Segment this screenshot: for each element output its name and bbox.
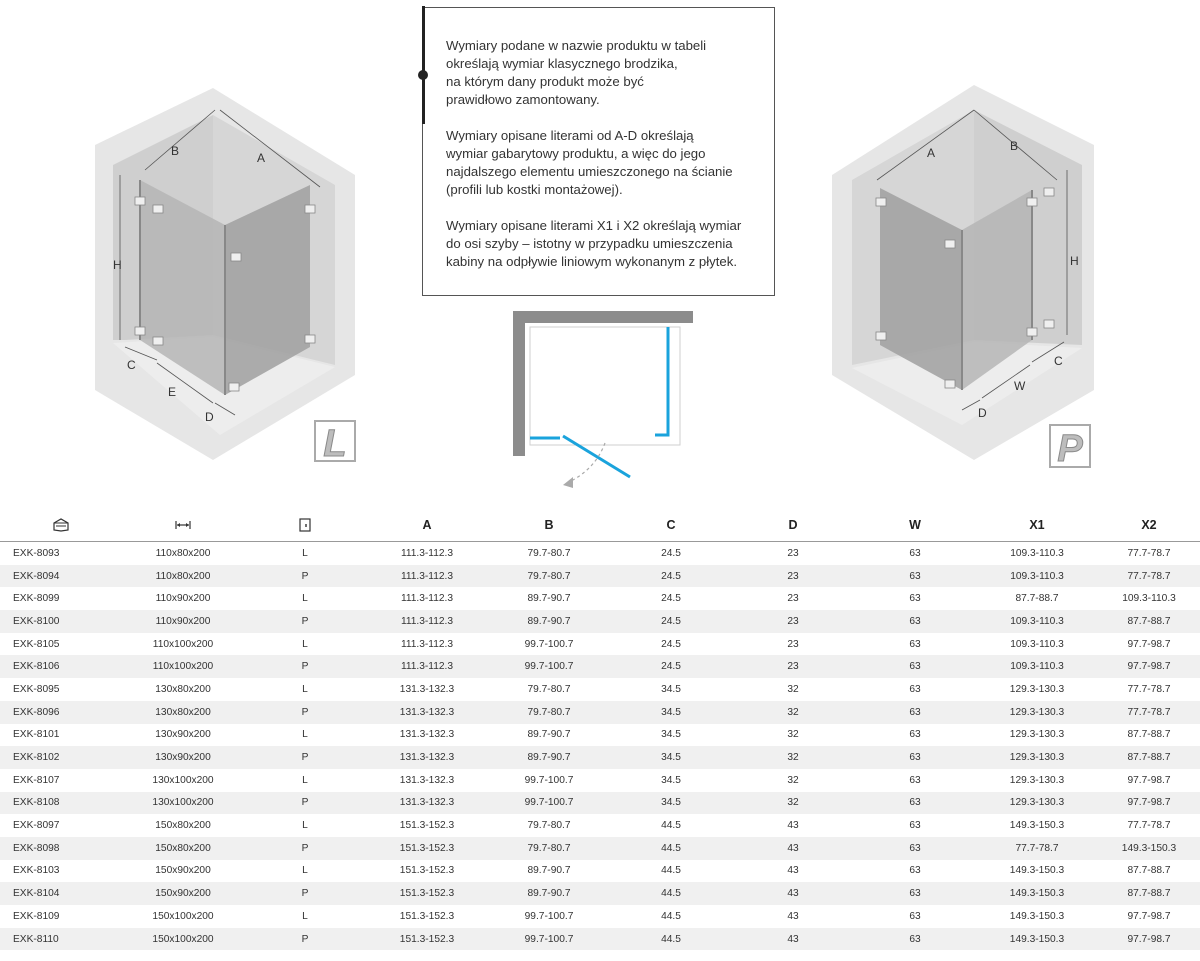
cell-x1: 109.3-110.3 [1010,638,1064,650]
cell-code: EXK-8110 [0,928,122,951]
plan-tray-outline [530,327,680,445]
cell-size: 150x80x200 [122,837,244,860]
shower-diagram-right [832,80,1122,472]
cell-code: EXK-8101 [13,729,60,741]
cell-d: 32 [787,729,799,741]
cell-w: 63 [909,910,921,922]
info-paragraph-3: Wymiary opisane literami X1 i X2 określają wymiar do osi szyby – istotny w przypadku umieszczenia kabiny na odpływie liniowym wykonanym z płytek. [446,218,742,269]
cell-x1: 129.3-130.3 [1009,729,1065,741]
cell-x1: 109.3-110.3 [976,655,1098,678]
cell-c: 24.5 [610,565,732,588]
tray-icon [53,518,69,532]
cell-x1: 149.3-150.3 [976,928,1098,951]
info-box-accent-bar [422,6,425,124]
cell-c: 44.5 [610,928,732,951]
cell-size: 110x90x200 [155,593,211,605]
cell-b: 89.7-90.7 [527,729,571,741]
table-row [0,724,1200,747]
table-row [0,905,1200,928]
plan-door-glass [563,436,630,477]
dim-label-b-p: B [1010,139,1019,153]
table-row [0,633,1200,656]
cell-code: EXK-8099 [13,593,60,605]
cell-a: 151.3-152.3 [366,928,488,951]
cell-c: 44.5 [661,910,681,922]
col-header-c: C [610,508,732,542]
cell-c: 24.5 [610,655,732,678]
cell-code: EXK-8095 [13,683,60,695]
dim-label-d-p: D [978,406,987,420]
cell-d: 23 [787,547,799,559]
cell-x2: 109.3-110.3 [1122,593,1176,605]
cell-x1: 109.3-110.3 [1010,547,1064,559]
cell-a: 111.3-112.3 [400,547,454,559]
cell-b: 89.7-90.7 [527,593,571,605]
cell-a: 111.3-112.3 [400,593,454,605]
cell-w: 63 [909,774,921,786]
shower-diagram-left [95,85,385,470]
cell-x2: 97.7-98.7 [1098,928,1200,951]
cell-w: 63 [854,882,976,905]
cell-size: 130x100x200 [152,774,214,786]
cell-code: EXK-8103 [13,865,60,877]
spec-table [0,508,1200,950]
cell-d: 32 [732,746,854,769]
cell-variant: P [244,837,366,860]
cell-x2: 97.7-98.7 [1098,792,1200,815]
cell-b: 89.7-90.7 [488,610,610,633]
cell-size: 130x90x200 [122,746,244,769]
cell-c: 34.5 [661,683,681,695]
cell-size: 110x100x200 [122,655,244,678]
cell-size: 110x90x200 [122,610,244,633]
dim-label-w-p: W [1014,379,1026,393]
cell-variant: L [302,774,308,786]
cell-x1: 149.3-150.3 [1009,820,1065,832]
cell-x1: 129.3-130.3 [1009,683,1065,695]
cell-variant: L [302,638,308,650]
col-header-w: W [854,508,976,542]
cell-w: 63 [909,729,921,741]
cell-x2: 77.7-78.7 [1098,701,1200,724]
table-row [0,860,1200,883]
cell-variant: P [244,565,366,588]
cell-variant: P [244,701,366,724]
cell-w: 63 [909,820,921,832]
table-row [0,837,1200,860]
cell-variant: L [302,683,308,695]
table-row [0,746,1200,769]
cell-a: 151.3-152.3 [399,820,455,832]
cell-b: 99.7-100.7 [488,655,610,678]
cell-code: EXK-8100 [0,610,122,633]
table-row [0,542,1200,565]
cell-code: EXK-8102 [0,746,122,769]
cell-size: 130x90x200 [155,729,211,741]
dim-label-a: A [257,151,266,165]
cell-size: 130x80x200 [122,701,244,724]
table-row [0,882,1200,905]
info-box [422,7,775,296]
cell-c: 44.5 [610,882,732,905]
table-row [0,814,1200,837]
table-header-row [0,508,1200,542]
cell-a: 131.3-132.3 [399,774,455,786]
col-header-x1: X1 [976,508,1098,542]
col-header-d: D [732,508,854,542]
cell-d: 43 [732,882,854,905]
cell-x2: 149.3-150.3 [1098,837,1200,860]
cell-w: 63 [854,565,976,588]
plan-fixed-glass-right [655,327,668,435]
cell-b: 79.7-80.7 [527,547,571,559]
cell-size: 150x90x200 [122,882,244,905]
cell-variant: P [244,928,366,951]
cell-c: 44.5 [661,865,681,877]
cell-variant: L [302,547,308,559]
cell-c: 24.5 [661,593,681,605]
cell-variant: P [244,882,366,905]
cell-w: 63 [909,593,921,605]
cell-c: 24.5 [610,610,732,633]
cell-w: 63 [854,610,976,633]
cell-a: 151.3-152.3 [399,910,455,922]
cell-x2: 77.7-78.7 [1127,547,1171,559]
cell-code: EXK-8107 [13,774,60,786]
cell-c: 24.5 [661,547,681,559]
cell-size: 110x80x200 [155,547,211,559]
col-header-b: B [488,508,610,542]
cell-variant: P [244,792,366,815]
cell-w: 63 [854,655,976,678]
col-header-a: A [366,508,488,542]
cell-a: 111.3-112.3 [366,655,488,678]
table-row [0,792,1200,815]
cell-a: 131.3-132.3 [399,729,455,741]
cell-c: 34.5 [661,774,681,786]
table-row [0,928,1200,951]
variant-badge-p: P [1057,428,1083,470]
cell-d: 43 [732,928,854,951]
cell-w: 63 [854,928,976,951]
cell-x2: 97.7-98.7 [1127,910,1171,922]
cell-b: 79.7-80.7 [527,683,571,695]
cell-c: 34.5 [661,729,681,741]
table-row [0,587,1200,610]
cell-code: EXK-8105 [13,638,60,650]
cell-b: 99.7-100.7 [488,928,610,951]
cell-w: 63 [909,547,921,559]
door-icon [299,518,311,532]
cell-x2: 87.7-88.7 [1098,610,1200,633]
cell-x1: 77.7-78.7 [976,837,1098,860]
col-header-door [244,508,366,542]
variant-badge-l: L [323,423,347,465]
cell-x1: 87.7-88.7 [1015,593,1059,605]
cell-b: 99.7-100.7 [524,774,574,786]
cell-b: 89.7-90.7 [527,865,571,877]
cell-w: 63 [854,701,976,724]
cell-x1: 129.3-130.3 [976,701,1098,724]
cell-d: 23 [787,638,799,650]
cell-x2: 87.7-88.7 [1127,865,1171,877]
plan-wall-left [513,311,525,456]
cell-size: 130x80x200 [155,683,211,695]
cell-d: 43 [787,820,799,832]
dim-label-d: D [205,410,214,424]
cell-c: 44.5 [661,820,681,832]
cell-x2: 87.7-88.7 [1098,882,1200,905]
cell-d: 43 [787,865,799,877]
cell-x2: 77.7-78.7 [1098,565,1200,588]
cell-variant: L [302,729,308,741]
col-header-tray [0,508,122,542]
cell-d: 32 [787,683,799,695]
cell-b: 89.7-90.7 [488,746,610,769]
cell-a: 131.3-132.3 [366,701,488,724]
cell-c: 34.5 [610,746,732,769]
cell-d: 32 [732,701,854,724]
col-header-width [122,508,244,542]
dim-label-b: B [171,144,180,158]
cell-size: 150x100x200 [122,928,244,951]
cell-b: 79.7-80.7 [488,701,610,724]
cell-d: 23 [732,610,854,633]
cell-a: 151.3-152.3 [399,865,455,877]
cell-x1: 129.3-130.3 [976,792,1098,815]
cell-x2: 97.7-98.7 [1127,638,1171,650]
table-row [0,678,1200,701]
cell-d: 32 [787,774,799,786]
plan-wall-top [513,311,693,323]
plan-view [505,305,695,490]
dim-label-a-p: A [927,146,936,160]
table-row [0,769,1200,792]
cell-variant: L [302,910,308,922]
cell-variant: L [302,593,308,605]
cell-d: 32 [732,792,854,815]
cell-code: EXK-8096 [0,701,122,724]
cell-variant: P [244,746,366,769]
cell-x1: 129.3-130.3 [1009,774,1065,786]
cell-w: 63 [854,792,976,815]
cell-x1: 149.3-150.3 [1009,910,1065,922]
cell-x2: 97.7-98.7 [1127,774,1171,786]
cell-b: 99.7-100.7 [524,910,574,922]
cell-code: EXK-8106 [0,655,122,678]
cell-a: 151.3-152.3 [366,837,488,860]
cell-a: 131.3-132.3 [366,746,488,769]
cell-c: 34.5 [610,701,732,724]
col-header-x2: X2 [1098,508,1200,542]
cell-x1: 109.3-110.3 [976,565,1098,588]
table-row [0,655,1200,678]
info-paragraph-2: Wymiary opisane literami od A-D określają wymiar gabarytowy produktu, a więc do jego najdalszego elementu umieszczonego na ścianie (profili lub kostki montażowej). [446,128,733,197]
cell-x2: 77.7-78.7 [1127,820,1171,832]
cell-size: 130x100x200 [122,792,244,815]
table-row [0,701,1200,724]
cell-variant: P [244,610,366,633]
cell-b: 99.7-100.7 [488,792,610,815]
cell-a: 131.3-132.3 [366,792,488,815]
cell-b: 79.7-80.7 [488,565,610,588]
cell-code: EXK-8098 [0,837,122,860]
cell-code: EXK-8097 [13,820,60,832]
cell-size: 150x90x200 [155,865,211,877]
cell-b: 89.7-90.7 [488,882,610,905]
plan-door-swing-arrow [563,477,573,488]
info-box-text [446,37,766,289]
cell-x1: 149.3-150.3 [1009,865,1065,877]
dim-label-h: H [113,258,122,272]
cell-size: 110x80x200 [122,565,244,588]
cell-size: 150x100x200 [152,910,214,922]
cell-x2: 97.7-98.7 [1098,655,1200,678]
cell-x2: 77.7-78.7 [1127,683,1171,695]
info-box-bullet [418,70,428,80]
table-row [0,565,1200,588]
cell-b: 79.7-80.7 [527,820,571,832]
cell-a: 151.3-152.3 [366,882,488,905]
cell-x2: 87.7-88.7 [1127,729,1171,741]
cell-x1: 129.3-130.3 [976,746,1098,769]
cell-d: 43 [732,837,854,860]
cell-x1: 149.3-150.3 [976,882,1098,905]
width-icon [175,520,191,530]
cell-code: EXK-8104 [0,882,122,905]
cell-code: EXK-8108 [0,792,122,815]
dim-label-h-p: H [1070,254,1079,268]
cell-x2: 87.7-88.7 [1098,746,1200,769]
cell-variant: L [302,820,308,832]
cell-w: 63 [909,865,921,877]
info-paragraph-1: Wymiary podane w nazwie produktu w tabeli określają wymiar klasycznego brodzika, na którym dany produkt może być prawidłowo zamontowany. [446,38,707,107]
cell-d: 23 [732,565,854,588]
cell-a: 111.3-112.3 [366,565,488,588]
cell-x1: 109.3-110.3 [976,610,1098,633]
cell-w: 63 [909,638,921,650]
cell-variant: P [244,655,366,678]
table-body [0,542,1200,951]
cell-w: 63 [854,837,976,860]
cell-w: 63 [909,683,921,695]
cell-c: 24.5 [661,638,681,650]
cell-code: EXK-8094 [0,565,122,588]
dim-label-c: C [127,358,136,372]
cell-b: 99.7-100.7 [524,638,574,650]
cell-variant: L [302,865,308,877]
cell-code: EXK-8109 [13,910,60,922]
cell-a: 131.3-132.3 [399,683,455,695]
cell-size: 150x80x200 [155,820,211,832]
cell-a: 111.3-112.3 [400,638,454,650]
dim-label-e: E [168,385,177,399]
cell-c: 34.5 [610,792,732,815]
cell-d: 23 [732,655,854,678]
cell-d: 43 [787,910,799,922]
cell-b: 79.7-80.7 [488,837,610,860]
cell-size: 110x100x200 [152,638,214,650]
cell-code: EXK-8093 [13,547,60,559]
table-row [0,610,1200,633]
cell-c: 44.5 [610,837,732,860]
dim-label-c-p: C [1054,354,1063,368]
cell-w: 63 [854,746,976,769]
cell-d: 23 [787,593,799,605]
cell-a: 111.3-112.3 [366,610,488,633]
